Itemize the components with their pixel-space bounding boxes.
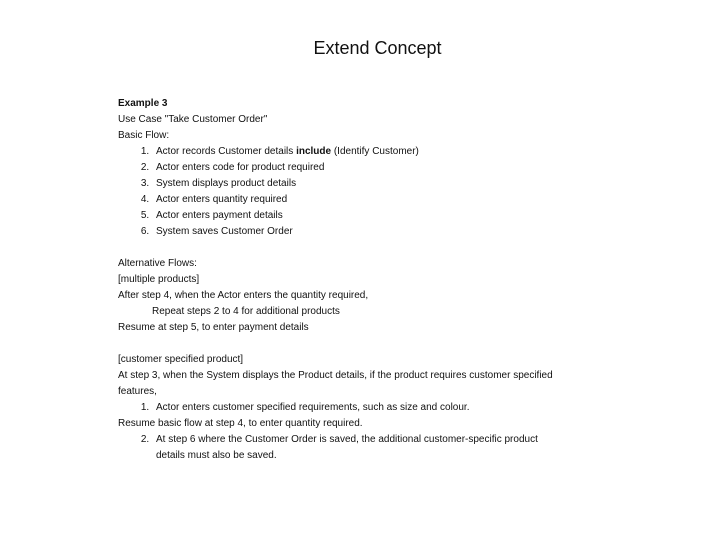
multiple-products-resume: Resume at step 5, to enter payment details [118,322,309,333]
customer-specified-steps-a [118,400,568,416]
customer-specified-resume: Resume basic flow at step 4, to enter quantity required. [118,418,363,429]
basic-flow-steps [118,144,568,240]
basic-flow-label: Basic Flow: [118,130,170,141]
slide-title: Extend Concept [313,38,442,58]
basic-step-2: 2. Actor enters code for product required [152,160,568,176]
multiple-products-after-step: After step 4, when the Actor enters the quantity required, [118,290,369,301]
example-heading: Example 3 [118,98,168,109]
multiple-products-repeat: Repeat steps 2 to 4 for additional products [152,306,340,317]
basic-step-6: 6. System saves Customer Order [152,224,568,240]
customer-specified-step-2: 2. At step 6 where the Customer Order is saved, the additional customer-specific product details must also be saved. [152,432,568,464]
basic-step-1: 1. Actor records Customer details include (Identify Customer) [152,144,568,160]
customer-specified-label: [customer specified product] [118,354,244,365]
basic-step-5: 5. Actor enters payment details [152,208,568,224]
use-case-document [118,96,568,464]
customer-specified-step-1: 1. Actor enters customer specified requirements, such as size and colour. [152,400,568,416]
basic-step-3: 3. System displays product details [152,176,568,192]
multiple-products-label: [multiple products] [118,274,200,285]
include-keyword: include [296,146,332,157]
customer-specified-steps-b [118,432,568,464]
basic-step-4: 4. Actor enters quantity required [152,192,568,208]
alternative-flows-label: Alternative Flows: [118,258,197,269]
customer-specified-at-step: At step 3, when the System displays the Product details, if the product requires customer specified features, [118,370,553,397]
use-case-title: Use Case "Take Customer Order" [118,114,268,125]
